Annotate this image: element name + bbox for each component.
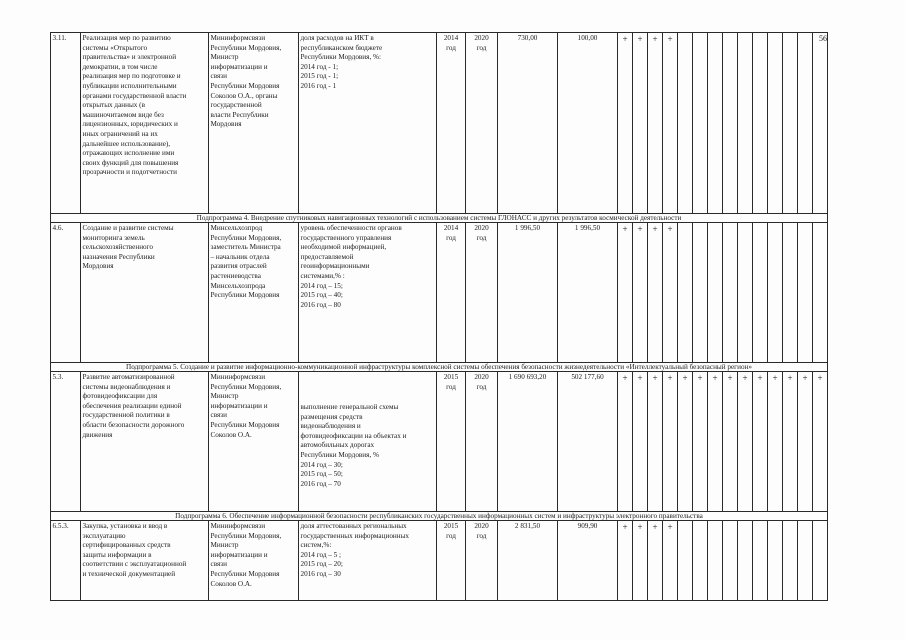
end-year: 2020 год bbox=[466, 372, 498, 512]
mark-cell bbox=[708, 223, 723, 363]
start-year: 2015 год bbox=[437, 372, 466, 512]
start-year: 2015 год bbox=[437, 521, 466, 601]
mark-cell: + bbox=[813, 372, 828, 512]
mark-cell bbox=[813, 521, 828, 601]
mark-cell: + bbox=[768, 372, 783, 512]
mark-cell bbox=[753, 223, 768, 363]
mark-cell bbox=[693, 33, 708, 214]
executor: Минсельхозпрод Республики Мордовия, заместитель Министра – начальник отдела развития отраслей растениеводства Минсельхозпрода Республики Мордовия bbox=[209, 223, 299, 363]
table-row bbox=[51, 372, 828, 512]
start-year: 2014 год bbox=[437, 33, 466, 214]
end-year: 2020 год bbox=[466, 223, 498, 363]
mark-cell bbox=[678, 521, 693, 601]
mark-cell bbox=[693, 521, 708, 601]
mark-cell: + bbox=[678, 372, 693, 512]
activity-name: Закупка, установка и ввод в эксплуатацию сертифицированных средств защиты информации в соответствии с эксплуатационной и технической документацией bbox=[81, 521, 209, 601]
mark-cell: + bbox=[648, 223, 663, 363]
mark-cell bbox=[798, 223, 813, 363]
mark-cell: + bbox=[618, 33, 633, 214]
mark-cell bbox=[753, 521, 768, 601]
executor: Мининформсвязи Республики Мордовия, Министр информатизации и связи Республики Мордовия Соколов О.А. bbox=[209, 521, 299, 601]
activity-name: Создание и развитие системы мониторинга земель сельскохозяйственного назначения Республики Мордовия bbox=[81, 223, 209, 363]
funding-republic-budget: 100,00 bbox=[558, 33, 618, 214]
row-number: 5.3. bbox=[51, 372, 81, 512]
target-indicator: уровень обеспеченности органов государственного управления необходимой информацией, предоставляемой геоинформационными системами,% : 2014 год – 15; 2015 год – 40; 2016 год – 80 bbox=[299, 223, 437, 363]
end-year: 2020 год bbox=[466, 521, 498, 601]
mark-cell: + bbox=[618, 521, 633, 601]
subprogram-title: Подпрограмма 4. Внедрение спутниковых навигационных технологий с использованием системы ГЛОНАСС и других результатов космической деятельности bbox=[51, 214, 828, 223]
mark-cell bbox=[723, 223, 738, 363]
mark-cell-last bbox=[813, 33, 828, 214]
mark-cell: + bbox=[648, 33, 663, 214]
mark-cell bbox=[753, 33, 768, 214]
mark-cell bbox=[783, 33, 798, 214]
mark-cell: + bbox=[738, 372, 753, 512]
subprogram-header-row bbox=[51, 512, 828, 521]
start-year: 2014 год bbox=[437, 223, 466, 363]
row-number: 6.5.3. bbox=[51, 521, 81, 601]
mark-cell bbox=[738, 33, 753, 214]
target-indicator-cell bbox=[299, 372, 437, 512]
mark-cell bbox=[798, 521, 813, 601]
mark-cell bbox=[768, 223, 783, 363]
mark-cell: + bbox=[663, 33, 678, 214]
activity-name: Реализация мер по развитию системы «Открытого правительства» и электронной демократии, в том числе реализация мер по подготовке и публикации исполнительными органами государственной власти открытых данных (в машиночитаемом виде без лицензионных, юридических и иных ограничений на их дальнейшее использование), отражающих исполнение ими своих функций для повышения прозрачности и подотчетности bbox=[81, 33, 209, 214]
mark-cell: + bbox=[663, 372, 678, 512]
mark-cell: + bbox=[723, 372, 738, 512]
mark-cell: + bbox=[783, 372, 798, 512]
mark-cell: + bbox=[633, 223, 648, 363]
target-indicator: выполнение генеральной схемы размещения средств видеонаблюдения и фотовидеофиксации на объектах и автомобильных дорогах Республики Мордовия, % 2014 год – 30; 2015 год – 50; 2016 год – 70 bbox=[300, 403, 407, 488]
mark-cell bbox=[798, 33, 813, 214]
mark-cell: + bbox=[693, 372, 708, 512]
mark-cell bbox=[678, 33, 693, 214]
row-number: 3.11. bbox=[51, 33, 81, 214]
funding-total: 730,00 bbox=[498, 33, 558, 214]
mark-cell bbox=[768, 521, 783, 601]
subprogram-title: Подпрограмма 6. Обеспечение информационной безопасности республиканских государственных информационных систем и инфраструктуры электронного правительства bbox=[51, 512, 828, 521]
target-indicator: доля расходов на ИКТ в республиканском бюджете Республики Мордовия, %: 2014 год - 1; 2015 год - 1; 2016 год - 1 bbox=[299, 33, 437, 214]
mark-cell: + bbox=[798, 372, 813, 512]
mark-cell: + bbox=[633, 372, 648, 512]
mark-cell: + bbox=[618, 372, 633, 512]
mark-cell: + bbox=[648, 372, 663, 512]
mark-cell: + bbox=[663, 521, 678, 601]
program-activities-table bbox=[50, 32, 828, 601]
subprogram-title: Подпрограмма 5. Создание и развитие информационно-коммуникационной инфраструктуры комплексной системы обеспечения безопасности жизнедеятельности «Интеллектуальный безопасный регион» bbox=[51, 363, 828, 372]
mark-cell: + bbox=[753, 372, 768, 512]
mark-cell: + bbox=[633, 33, 648, 214]
mark-cell: + bbox=[633, 521, 648, 601]
funding-republic-budget: 502 177,60 bbox=[558, 372, 618, 512]
mark-cell: + bbox=[648, 521, 663, 601]
target-indicator: доля аттестованных региональных государственных информационных систем,%: 2014 год – 5 ; 2015 год – 20; 2016 год – 30 bbox=[299, 521, 437, 601]
mark-cell bbox=[723, 33, 738, 214]
mark-cell bbox=[738, 223, 753, 363]
mark-cell bbox=[783, 521, 798, 601]
mark-cell bbox=[768, 33, 783, 214]
mark-cell: + bbox=[618, 223, 633, 363]
page-number: 56 bbox=[819, 34, 827, 43]
end-year: 2020 год bbox=[466, 33, 498, 214]
mark-cell bbox=[783, 223, 798, 363]
mark-cell bbox=[708, 33, 723, 214]
table-row bbox=[51, 521, 828, 601]
mark-cell bbox=[678, 223, 693, 363]
mark-cell bbox=[708, 521, 723, 601]
table-row bbox=[51, 223, 828, 363]
funding-total: 2 831,50 bbox=[498, 521, 558, 601]
mark-cell bbox=[693, 223, 708, 363]
mark-cell bbox=[723, 521, 738, 601]
funding-total: 1 996,50 bbox=[498, 223, 558, 363]
executor: Мининформсвязи Республики Мордовия, Министр информатизации и связи Республики Мордовия Соколов О.А., органы государственной власти Республики Мордовия bbox=[209, 33, 299, 214]
funding-republic-budget: 1 996,50 bbox=[558, 223, 618, 363]
executor: Мининформсвязи Республики Мордовия, Министр информатизации и связи Республики Мордовия Соколов О.А. bbox=[209, 372, 299, 512]
subprogram-header-row bbox=[51, 214, 828, 223]
funding-total: 1 690 693,20 bbox=[498, 372, 558, 512]
mark-cell bbox=[738, 521, 753, 601]
mark-cell bbox=[813, 223, 828, 363]
row-number: 4.6. bbox=[51, 223, 81, 363]
mark-cell: + bbox=[708, 372, 723, 512]
table-row bbox=[51, 33, 828, 214]
mark-cell: + bbox=[663, 223, 678, 363]
subprogram-header-row bbox=[51, 363, 828, 372]
activity-name: Развитие автоматизированной системы видеонаблюдения и фотовидеофиксации для обеспечения реализации единой государственной политики в области безопасности дорожного движения bbox=[81, 372, 209, 512]
funding-republic-budget: 909,90 bbox=[558, 521, 618, 601]
